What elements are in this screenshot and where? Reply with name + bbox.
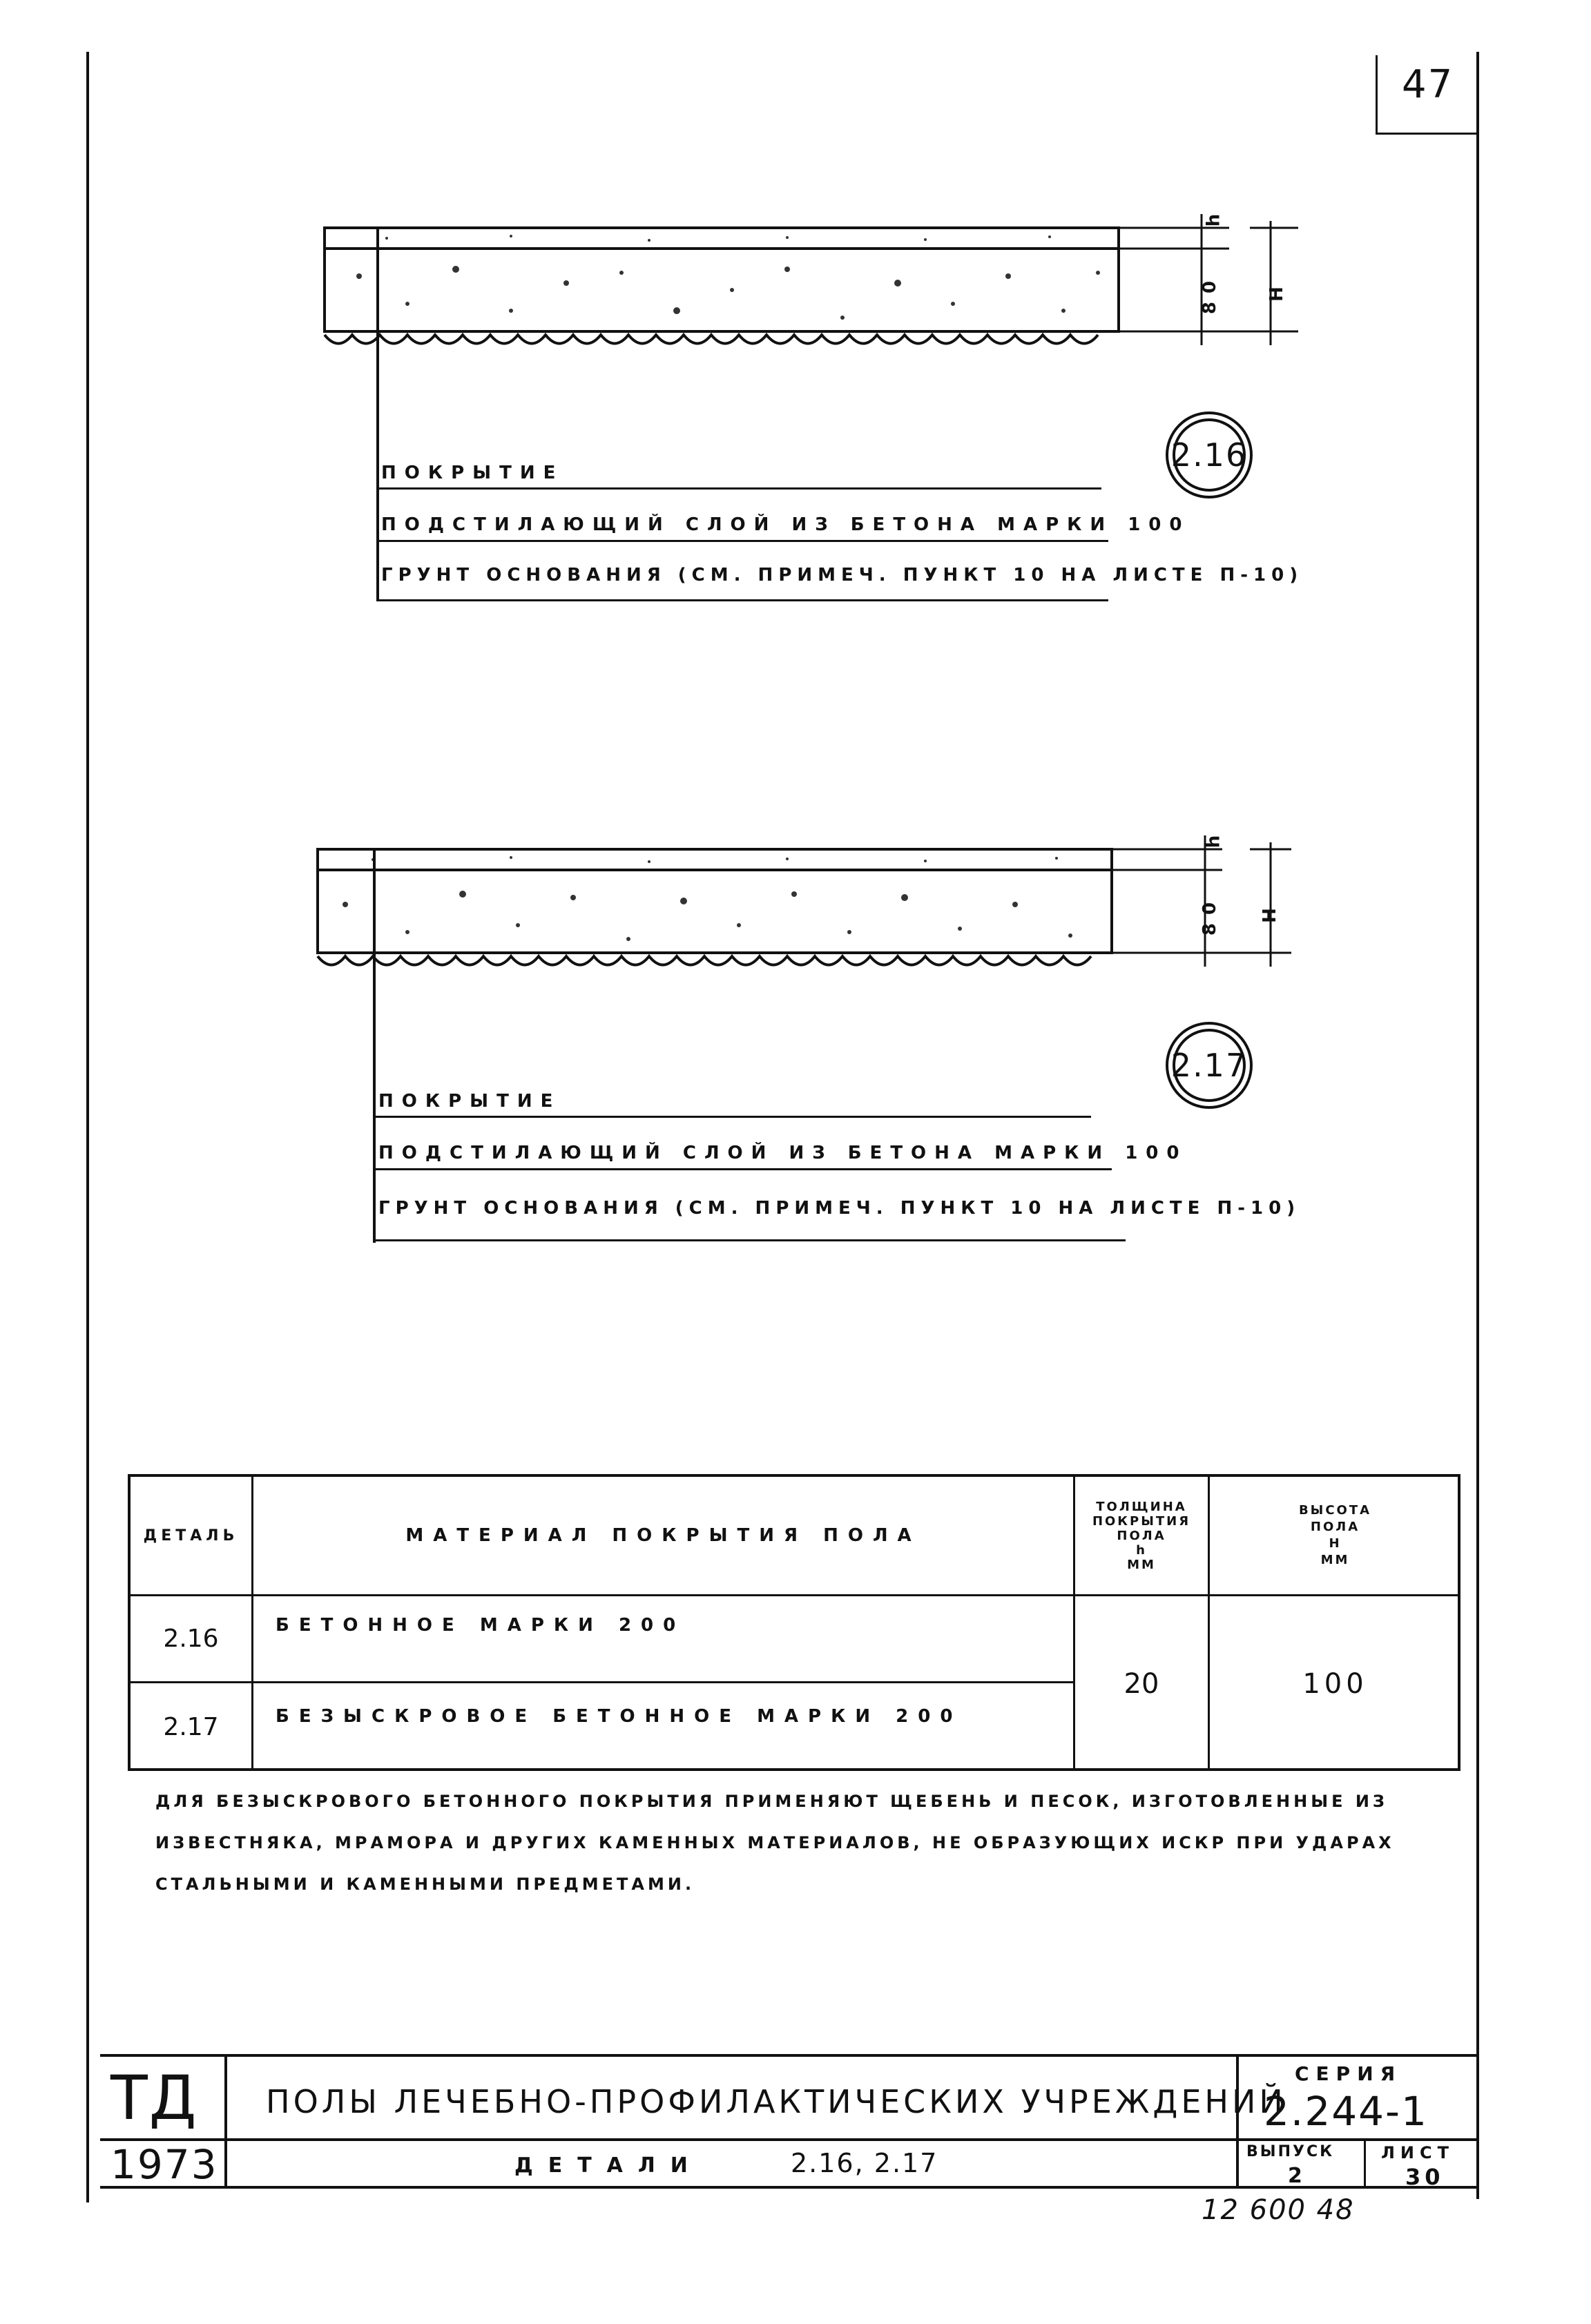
layer-2-17-line-1 xyxy=(373,1116,1091,1118)
table-header-thickness xyxy=(1075,1477,1208,1594)
tb-issue-value: 2 xyxy=(1288,2164,1302,2188)
tb-sep-issue xyxy=(1364,2138,1366,2189)
layer-2-16-line-3 xyxy=(376,599,1108,601)
table-row-2-material: БЕЗЫСКРОВОЕ БЕТОННОЕ МАРКИ 200 xyxy=(276,1706,963,1727)
detail-marker-2-17-label: 2.17 xyxy=(1170,1047,1248,1084)
layer-2-16-underlay: ПОДСТИЛАЮЩИЙ СЛОЙ ИЗ БЕТОНА МАРКИ 100 xyxy=(381,514,1190,535)
tb-series-label: СЕРИЯ xyxy=(1295,2062,1402,2085)
layer-2-17-coating: ПОКРЫТИЕ xyxy=(378,1091,561,1112)
leader-line-2-17 xyxy=(373,849,376,1243)
height-h2: ПОЛА xyxy=(1310,1520,1360,1534)
thickness-h2: ПОКРЫТИЯ xyxy=(1092,1513,1191,1529)
layer-2-17-soil: ГРУНТ ОСНОВАНИЯ (СМ. ПРИМЕЧ. ПУНКТ 10 НА ЛИСТЕ П-10) xyxy=(378,1198,1301,1219)
dim-H-label: H xyxy=(1266,278,1287,302)
detail-marker-2-17-inner xyxy=(1170,1029,1248,1102)
dim-80-label-2: 80 xyxy=(1199,893,1221,936)
detail-marker-2-16-inner xyxy=(1170,418,1248,492)
tb-title: ПОЛЫ ЛЕЧЕБНО-ПРОФИЛАКТИЧЕСКИХ УЧРЕЖДЕНИЙ xyxy=(266,2083,1286,2120)
section-drawing-2-16 xyxy=(304,207,1312,373)
frame-right-line xyxy=(1476,52,1479,2199)
stamp-number: 12 600 48 xyxy=(1202,2194,1355,2226)
note-line-1: ДЛЯ БЕЗЫСКРОВОГО БЕТОННОГО ПОКРЫТИЯ ПРИМЕНЯЮТ ЩЕБЕНЬ И ПЕСОК, ИЗГОТОВЛЕННЫЕ ИЗ xyxy=(155,1792,1388,1811)
sheet-number: 47 xyxy=(1402,62,1454,107)
layer-2-17-underlay: ПОДСТИЛАЮЩИЙ СЛОЙ ИЗ БЕТОНА МАРКИ 100 xyxy=(378,1143,1188,1163)
leader-line-2-16 xyxy=(376,228,379,601)
dim-h-label-2: h xyxy=(1203,826,1224,849)
height-h4: ММ xyxy=(1320,1553,1350,1567)
dim-80-label: 80 xyxy=(1199,272,1221,315)
tb-sheet-label: ЛИСТ xyxy=(1381,2143,1455,2162)
dim-h-label: h xyxy=(1203,205,1224,227)
materials-table xyxy=(128,1474,1460,1771)
tb-sheet-value: 30 xyxy=(1405,2164,1445,2190)
table-row-1-detail: 2.16 xyxy=(163,1625,219,1653)
thickness-h3: ПОЛА xyxy=(1117,1528,1166,1543)
note-line-3: СТАЛЬНЫМИ И КАМЕННЫМИ ПРЕДМЕТАМИ. xyxy=(155,1875,695,1894)
dim-H-label-2: H xyxy=(1259,900,1280,923)
note-line-2: ИЗВЕСТНЯКА, МРАМОРА И ДРУГИХ КАМЕННЫХ МАТЕРИАЛОВ, НЕ ОБРАЗУЮЩИХ ИСКР ПРИ УДАРАХ xyxy=(155,1833,1395,1852)
tb-sep-org xyxy=(224,2057,227,2189)
tb-issue-label: ВЫПУСК xyxy=(1246,2143,1335,2160)
layer-2-17-line-2 xyxy=(373,1168,1112,1170)
tb-series-value: 2.244-1 xyxy=(1264,2088,1428,2135)
frame-left-line xyxy=(86,52,89,2202)
table-header-material: МАТЕРИАЛ ПОКРЫТИЯ ПОЛА xyxy=(405,1525,921,1546)
thickness-h1: ТОЛЩИНА xyxy=(1096,1499,1187,1514)
tb-mid-line xyxy=(100,2138,1478,2141)
layer-2-16-coating: ПОКРЫТИЕ xyxy=(381,463,564,483)
tb-subtitle-label: ДЕТАЛИ xyxy=(514,2153,703,2178)
layer-2-16-line-1 xyxy=(376,487,1101,490)
table-height-value: 100 xyxy=(1302,1667,1368,1700)
table-thickness-value: 20 xyxy=(1124,1667,1159,1700)
title-block xyxy=(100,2054,1478,2189)
sheet-box-left xyxy=(1376,55,1378,135)
thickness-h4: h xyxy=(1136,1542,1147,1558)
layer-2-16-line-2 xyxy=(376,540,1108,542)
height-h3: H xyxy=(1329,1536,1342,1551)
table-row-2-detail: 2.17 xyxy=(163,1713,219,1741)
sheet-box-bottom xyxy=(1376,133,1478,135)
tb-subtitle-value: 2.16, 2.17 xyxy=(791,2148,938,2178)
table-header-height xyxy=(1210,1477,1460,1594)
section-drawing-2-17 xyxy=(297,826,1305,994)
layer-2-17-line-3 xyxy=(373,1239,1126,1241)
tb-sep-series xyxy=(1236,2057,1239,2189)
tb-year: 1973 xyxy=(110,2141,218,2188)
table-header-detail: ДЕТАЛЬ xyxy=(143,1527,239,1545)
thickness-h5: ММ xyxy=(1127,1557,1156,1572)
detail-marker-2-16-label: 2.16 xyxy=(1170,436,1248,474)
table-row-sep xyxy=(131,1681,1073,1683)
tb-org: ТД xyxy=(110,2062,198,2133)
table-row-1-material: БЕТОННОЕ МАРКИ 200 xyxy=(276,1615,686,1636)
layer-2-16-soil: ГРУНТ ОСНОВАНИЯ (СМ. ПРИМЕЧ. ПУНКТ 10 НА ЛИСТЕ П-10) xyxy=(381,565,1304,585)
height-h1: ВЫСОТА xyxy=(1298,1503,1372,1518)
